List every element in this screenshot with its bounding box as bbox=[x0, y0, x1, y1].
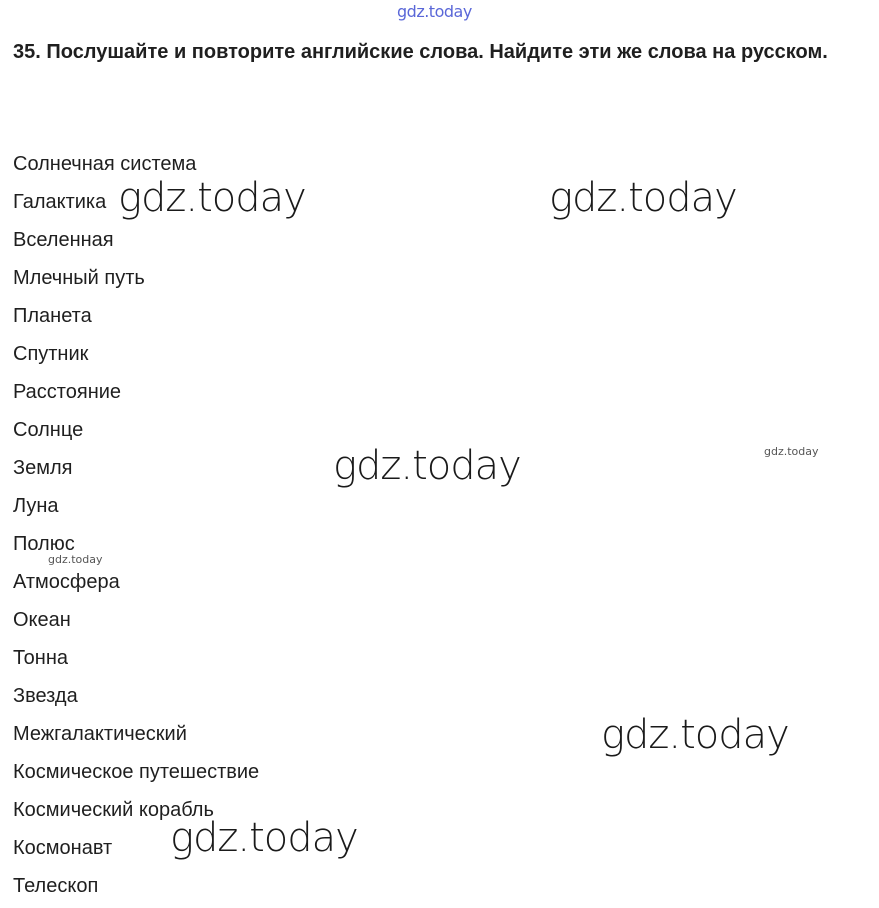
list-item: Планета bbox=[13, 305, 92, 327]
list-item: Вселенная bbox=[13, 229, 114, 251]
watermark: gdz.today bbox=[549, 175, 737, 221]
word-list bbox=[13, 145, 259, 905]
watermark: gdz.today bbox=[333, 443, 521, 489]
list-item: Солнце bbox=[13, 419, 84, 441]
list-item: Млечный путь bbox=[13, 267, 145, 289]
watermark: gdz.today bbox=[48, 553, 103, 566]
list-item: Солнечная система bbox=[13, 153, 197, 175]
list-item: Космонавт bbox=[13, 837, 113, 859]
list-item: Звезда bbox=[13, 685, 78, 707]
list-item: Галактика bbox=[13, 191, 107, 213]
list-item: Межгалактический bbox=[13, 723, 187, 745]
watermark: gdz.today bbox=[170, 815, 358, 861]
list-item: Луна bbox=[13, 495, 59, 517]
watermark: gdz.today bbox=[764, 445, 819, 458]
site-watermark-logo: gdz.today bbox=[397, 2, 472, 21]
watermark: gdz.today bbox=[118, 175, 306, 221]
list-item: Атмосфера bbox=[13, 571, 120, 593]
list-item: Океан bbox=[13, 609, 71, 631]
task-heading: 35. Послушайте и повторите английские слова. Найдите эти же слова на русском. bbox=[13, 41, 828, 63]
list-item: Расстояние bbox=[13, 381, 122, 403]
list-item: Тонна bbox=[13, 647, 68, 669]
list-item: Телескоп bbox=[13, 875, 99, 897]
list-item: Полюс bbox=[13, 533, 75, 555]
list-item: Космическое путешествие bbox=[13, 761, 260, 783]
watermark: gdz.today bbox=[601, 712, 789, 758]
list-item: Земля bbox=[13, 457, 73, 479]
list-item: Спутник bbox=[13, 343, 89, 365]
list-item: Космический корабль bbox=[13, 799, 214, 821]
